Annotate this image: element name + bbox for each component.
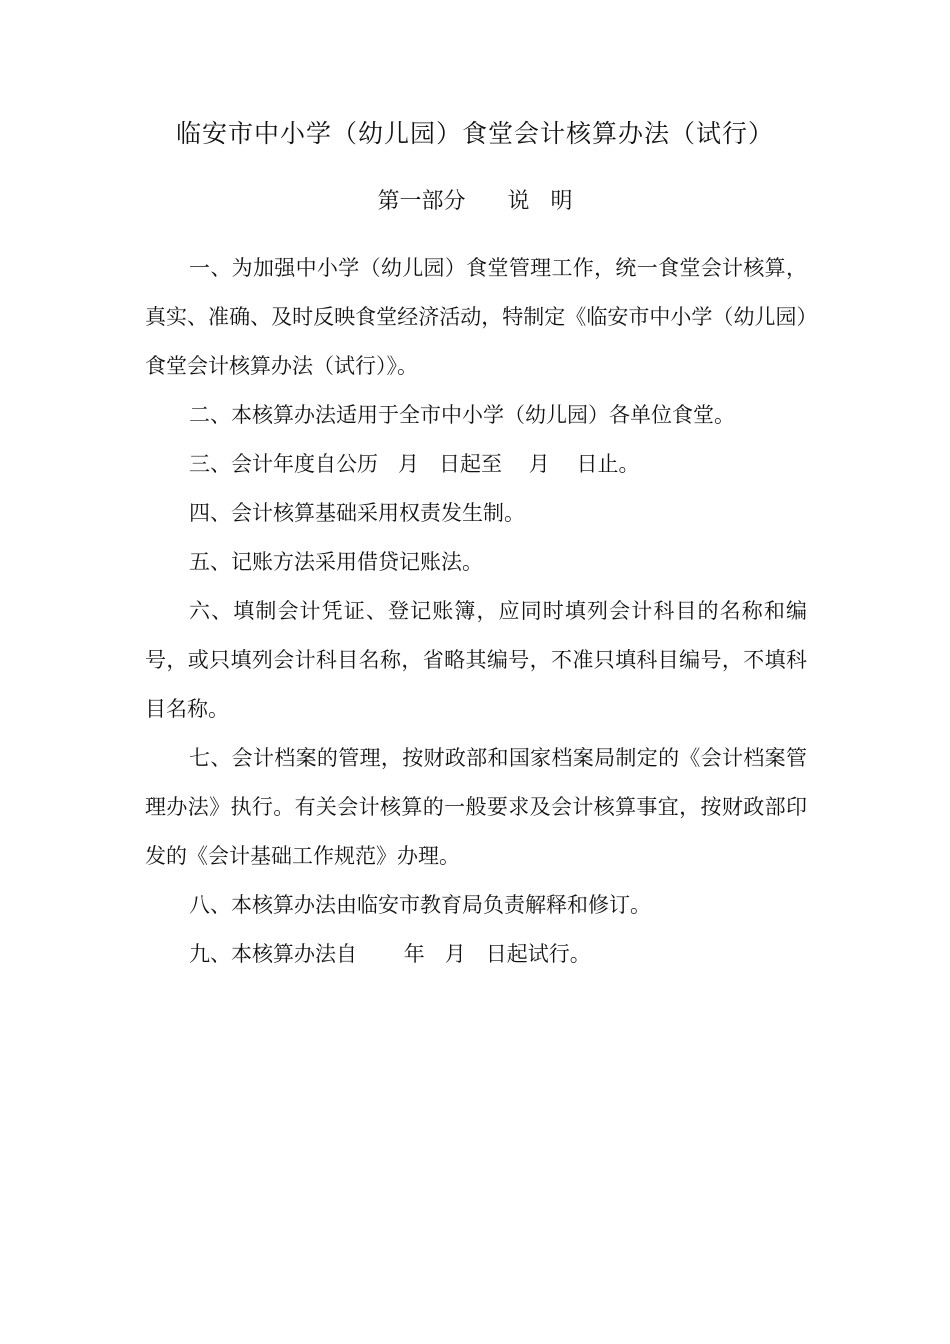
document-title: 临安市中小学（幼儿园）食堂会计核算办法（试行） — [175, 119, 774, 148]
paragraph-9: 九、本核算办法自 年 月 日起试行。 — [189, 942, 591, 966]
paragraph-1: 一、为加强中小学（幼儿园）食堂管理工作，统一食堂会计核算，真实、准确、及时反映食堂经济活动，特制定《临安市中小学（幼儿园）食堂会计核算办法（试行）》。 — [145, 256, 807, 378]
document-body — [145, 244, 807, 979]
paragraph-8: 八、本核算办法由临安市教育局负责解释和修订。 — [189, 893, 651, 917]
paragraph-6: 六、填制会计凭证、登记账簿，应同时填列会计科目的名称和编号，或只填列会计科目名称，省略其编号，不准只填科目编号，不填科目名称。 — [145, 599, 807, 721]
part-heading: 第一部分 说 明 — [377, 189, 573, 214]
paragraph-5: 五、记账方法采用借贷记账法。 — [189, 550, 483, 574]
paragraph-4: 四、会计核算基础采用权责发生制。 — [189, 501, 525, 525]
paragraph-2: 二、本核算办法适用于全市中小学（幼儿园）各单位食堂。 — [189, 403, 735, 427]
paragraph-3: 三、会计年度自公历 月 日起至 月 日止。 — [189, 452, 640, 476]
paragraph-7: 七、会计档案的管理，按财政部和国家档案局制定的《会计档案管理办法》执行。有关会计核算的一般要求及会计核算事宜，按财政部印发的《会计基础工作规范》办理。 — [145, 746, 807, 868]
